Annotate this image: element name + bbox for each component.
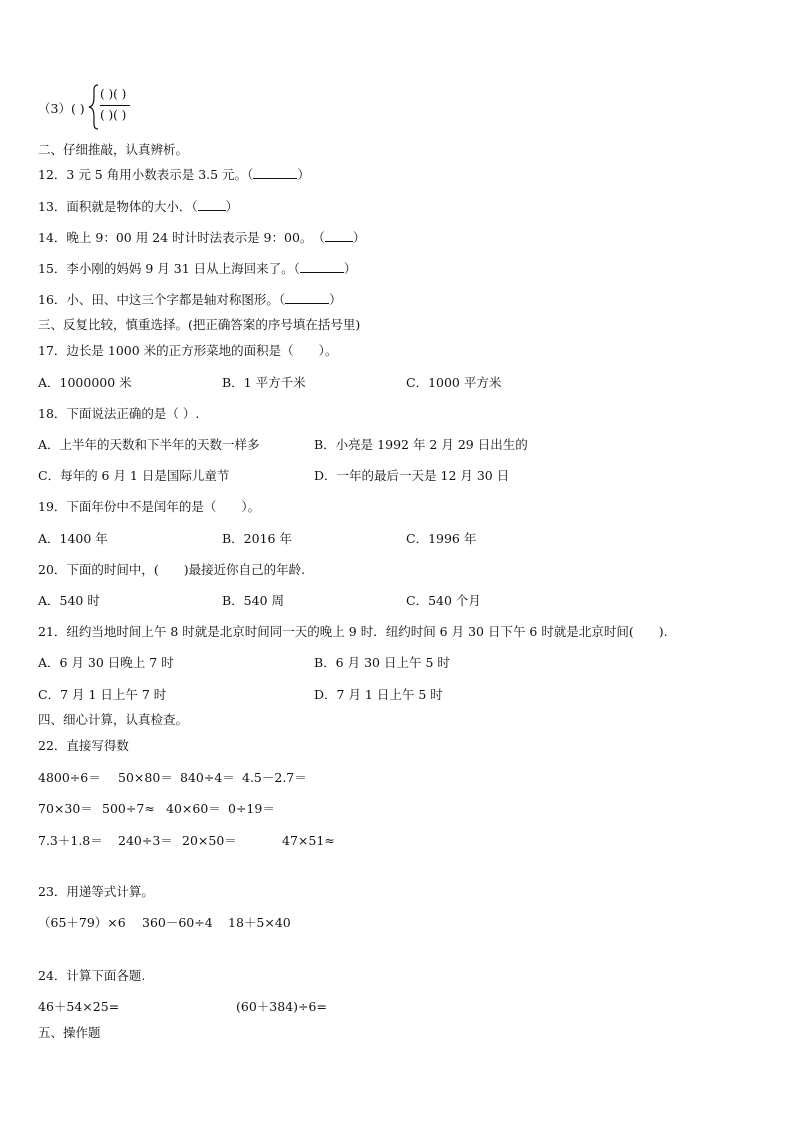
question-16-text: 16．小、田、中这三个字都是轴对称图形。（ bbox=[38, 292, 286, 307]
question-18: 18．下面说法正确的是（ ）. bbox=[38, 406, 200, 421]
question-12 bbox=[38, 166, 310, 183]
question-15-close: ） bbox=[343, 261, 357, 276]
answer-blank[interactable] bbox=[198, 198, 226, 211]
q19-option-b[interactable]: B．2016 年 bbox=[222, 531, 292, 546]
calc-item: 4800÷6＝ bbox=[38, 770, 101, 785]
q20-option-b[interactable]: B．540 周 bbox=[222, 593, 285, 608]
question-23-title: 23．用递等式计算。 bbox=[38, 884, 154, 899]
answer-blank[interactable] bbox=[285, 291, 329, 304]
question-15-text: 15．李小刚的妈妈 9 月 31 日从上海回来了。（ bbox=[38, 261, 300, 276]
q3-label: （3）( ) bbox=[38, 101, 85, 116]
question-14 bbox=[38, 229, 365, 246]
calc-item: （65＋79）×6 bbox=[38, 915, 126, 930]
left-brace-icon bbox=[88, 84, 100, 130]
q18-option-a[interactable]: A．上半年的天数和下半年的天数一样多 bbox=[38, 437, 260, 452]
section-3-heading: 三、反复比较，慎重选择。(把正确答案的序号填在括号里) bbox=[38, 317, 361, 332]
question-13-text: 13．面积就是物体的大小．（ bbox=[38, 199, 198, 214]
question-20: 20．下面的时间中，( )最接近你自己的年龄. bbox=[38, 562, 306, 577]
q17-option-c[interactable]: C．1000 平方米 bbox=[406, 375, 502, 390]
q17-option-b[interactable]: B．1 平方千米 bbox=[222, 375, 306, 390]
q21-option-b[interactable]: B．6 月 30 日上午 5 时 bbox=[314, 655, 450, 670]
q19-option-a[interactable]: A．1400 年 bbox=[38, 531, 108, 546]
q18-option-c[interactable]: C．每年的 6 月 1 日是国际儿童节 bbox=[38, 468, 230, 483]
calc-item: 70×30＝ bbox=[38, 801, 93, 816]
question-16 bbox=[38, 291, 342, 308]
q19-option-c[interactable]: C．1996 年 bbox=[406, 531, 477, 546]
question-12-text: 12．3 元 5 角用小数表示是 3.5 元。（ bbox=[38, 167, 254, 182]
question-21: 21．纽约当地时间上午 8 时就是北京时间同一天的晚上 9 时．纽约时间 6 月 30 日下午 6 时就是北京时间( ). bbox=[38, 624, 668, 639]
calc-item: 4.5－2.7＝ bbox=[242, 770, 307, 785]
fraction-bar bbox=[100, 105, 130, 106]
question-17: 17．边长是 1000 米的正方形菜地的面积是（ ）。 bbox=[38, 343, 338, 358]
q3-top-blanks: ( )( ) bbox=[100, 87, 127, 101]
q21-option-a[interactable]: A．6 月 30 日晚上 7 时 bbox=[38, 655, 174, 670]
q18-option-b[interactable]: B．小亮是 1992 年 2 月 29 日出生的 bbox=[314, 437, 528, 452]
answer-blank[interactable] bbox=[253, 166, 297, 179]
question-16-close: ） bbox=[329, 292, 342, 307]
question-19: 19．下面年份中不是闰年的是（ ）。 bbox=[38, 499, 261, 514]
question-12-close: ） bbox=[297, 167, 310, 182]
answer-blank[interactable] bbox=[300, 260, 344, 273]
q20-option-a[interactable]: A．540 时 bbox=[38, 593, 100, 608]
q18-option-d[interactable]: D．一年的最后一天是 12 月 30 日 bbox=[314, 468, 510, 483]
calc-item: 20×50＝ bbox=[182, 833, 237, 848]
question-14-text: 14．晚上 9：00 用 24 时计时法表示是 9：00。 （ bbox=[38, 230, 325, 245]
calc-item: 40×60＝ bbox=[166, 801, 221, 816]
section-4-heading: 四、细心计算，认真检查。 bbox=[38, 712, 189, 727]
answer-blank[interactable] bbox=[325, 229, 353, 242]
question-13-close: ） bbox=[225, 199, 239, 214]
calc-item: 500÷7≈ bbox=[102, 801, 155, 816]
q3-bottom-blanks: ( )( ) bbox=[100, 108, 127, 122]
question-15 bbox=[38, 260, 356, 277]
calc-item: (60＋384)÷6= bbox=[236, 999, 327, 1014]
calc-item: 46＋54×25= bbox=[38, 999, 120, 1014]
question-22-title: 22．直接写得数 bbox=[38, 738, 129, 753]
q21-option-c[interactable]: C．7 月 1 日上午 7 时 bbox=[38, 687, 167, 702]
question-24-title: 24．计算下面各题. bbox=[38, 968, 146, 983]
q21-option-d[interactable]: D．7 月 1 日上午 5 时 bbox=[314, 687, 443, 702]
calc-item: 18＋5×40 bbox=[228, 915, 291, 930]
question-13 bbox=[38, 198, 238, 215]
q20-option-c[interactable]: C．540 个月 bbox=[406, 593, 481, 608]
calc-item: 7.3＋1.8＝ bbox=[38, 833, 103, 848]
calc-item: 840÷4＝ bbox=[180, 770, 235, 785]
calc-item: 0÷19＝ bbox=[228, 801, 275, 816]
section-5-heading: 五、操作题 bbox=[38, 1025, 101, 1040]
calc-item: 50×80＝ bbox=[118, 770, 173, 785]
calc-item: 240÷3＝ bbox=[118, 833, 173, 848]
section-2-heading: 二、仔细推敲，认真辨析。 bbox=[38, 142, 189, 157]
calc-item: 47×51≈ bbox=[282, 833, 335, 848]
calc-item: 360－60÷4 bbox=[142, 915, 213, 930]
q17-option-a[interactable]: A．1000000 米 bbox=[38, 375, 132, 390]
question-14-close: ） bbox=[352, 230, 366, 245]
